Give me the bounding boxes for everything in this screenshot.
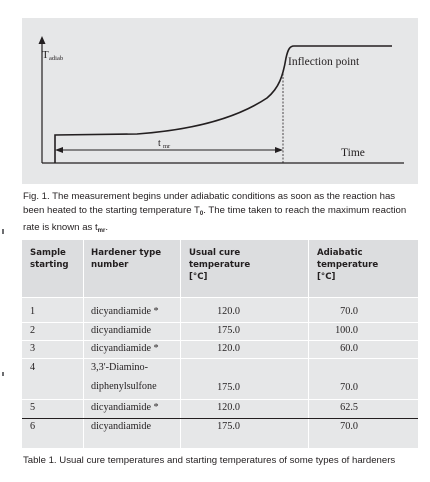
cell-hardener: dicyandiamide *	[91, 402, 159, 413]
cell-cure-temp: 120.0	[217, 402, 240, 413]
caption-text: rate is known as t	[23, 222, 98, 234]
cell-adiabatic-temp: 70.0	[340, 421, 358, 432]
cell-hardener: dicyandiamide	[91, 421, 151, 432]
cell-sample: 4	[30, 362, 36, 373]
cell-hardener-line-1: 3,3'-Diamino-	[91, 362, 149, 373]
cell-cure-temp: 175.0	[217, 382, 240, 393]
caption-line-1: Fig. 1. The measurement begins under adiabatic conditions as soon as the reaction has	[23, 191, 396, 202]
cell-hardener: dicyandiamide	[91, 325, 151, 336]
caption-line-2	[23, 204, 415, 222]
cell-cure-temp: 175.0	[217, 325, 240, 336]
adiabatic-temperature-plot	[22, 18, 418, 184]
y-axis-label-sub: adiab	[49, 55, 64, 62]
y-axis-arrowhead	[39, 36, 46, 44]
caption-text: .	[105, 222, 108, 234]
row-divider	[22, 399, 418, 400]
column-divider	[180, 240, 181, 448]
figure-panel	[22, 18, 418, 184]
margin-mark	[2, 229, 4, 234]
cell-sample: 2	[30, 325, 36, 336]
cell-cure-temp: 175.0	[217, 421, 240, 432]
cell-hardener-line-2: diphenylsulfone	[91, 381, 157, 392]
figure-caption	[23, 190, 415, 239]
cell-hardener: dicyandiamide *	[91, 306, 159, 317]
cell-adiabatic-temp: 100.0	[335, 325, 358, 336]
header-sample: Sample starting	[30, 248, 69, 270]
caption-subscript: mr	[97, 228, 106, 235]
table-caption: Table 1. Usual cure temperatures and starting temperatures of some types of hardeners	[23, 455, 396, 466]
row-divider-dark	[22, 418, 418, 419]
cell-sample: 6	[30, 421, 36, 432]
tmr-label: t	[158, 138, 161, 149]
cell-adiabatic-temp: 70.0	[340, 306, 358, 317]
tmr-arrow-right-head	[275, 147, 283, 153]
header-usual-cure-temperature: Usual cure temperature [°C]	[189, 248, 251, 282]
column-divider	[83, 240, 84, 448]
cell-cure-temp: 120.0	[217, 343, 240, 354]
inflection-point-label: Inflection point	[288, 56, 360, 68]
caption-line-3	[23, 221, 415, 239]
cell-cure-temp: 120.0	[217, 306, 240, 317]
cell-hardener: dicyandiamide *	[91, 343, 159, 354]
caption-text: been heated to the starting temperature T	[23, 204, 200, 216]
cell-sample: 1	[30, 306, 36, 317]
row-divider	[22, 297, 418, 298]
x-axis-label: Time	[341, 147, 365, 159]
hardener-table	[22, 240, 418, 448]
cell-adiabatic-temp: 60.0	[340, 343, 358, 354]
column-divider	[308, 240, 309, 448]
cell-adiabatic-temp: 62.5	[340, 402, 358, 413]
header-adiabatic-temperature: Adiabatic temperature [°C]	[317, 248, 379, 282]
cell-adiabatic-temp: 70.0	[340, 382, 358, 393]
cell-sample: 3	[30, 343, 36, 354]
row-divider	[22, 322, 418, 323]
cell-sample: 5	[30, 402, 36, 413]
caption-text: . The time taken to reach the maximum reaction	[203, 204, 407, 216]
header-hardener-type: Hardener type number	[91, 248, 162, 270]
row-divider	[22, 340, 418, 341]
y-axis-label: T	[42, 49, 49, 61]
margin-mark	[2, 372, 4, 376]
tmr-arrow-left-head	[55, 147, 63, 153]
tmr-label-sub: mr	[163, 143, 171, 150]
row-divider	[22, 358, 418, 359]
caption-subscript: 0	[199, 210, 204, 217]
